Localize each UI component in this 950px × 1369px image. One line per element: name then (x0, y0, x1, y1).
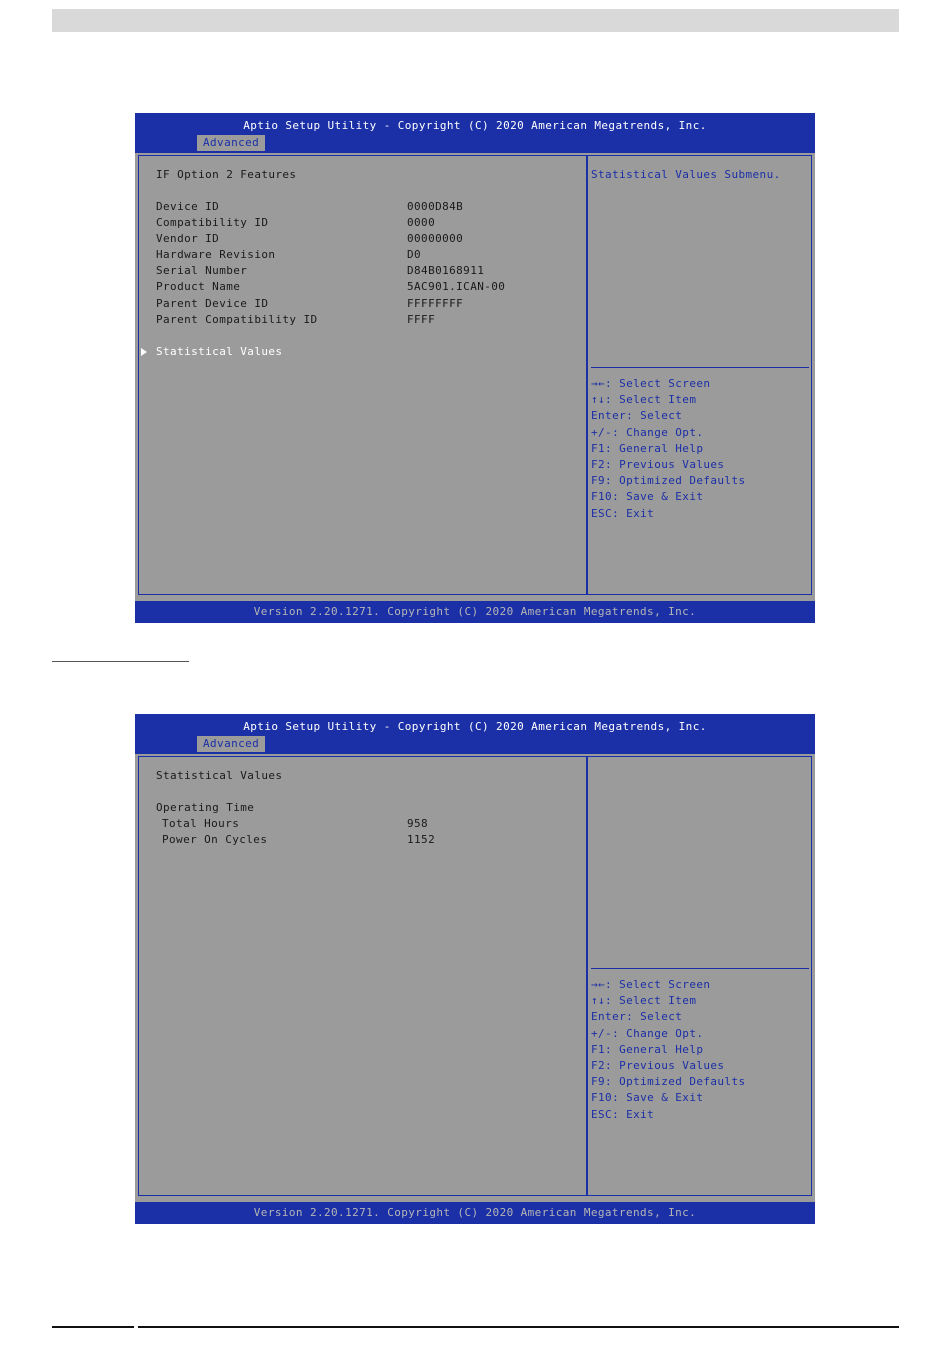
help-key-previous-values: F2: Previous Values (591, 1058, 725, 1072)
help-divider (591, 968, 809, 969)
field-value-compatibility-id: 0000 (407, 216, 436, 229)
bios-title-bar (135, 113, 815, 153)
help-panel (587, 155, 812, 595)
group-operating-time: Operating Time (156, 801, 255, 814)
field-value-power-on-cycles: 1152 (407, 833, 436, 846)
page-heading: IF Option 2 Features (156, 168, 297, 181)
field-label-device-id: Device ID (156, 200, 220, 213)
field-label-parent-compatibility-id: Parent Compatibility ID (156, 313, 318, 326)
field-label-hardware-revision: Hardware Revision (156, 248, 276, 261)
help-text: Statistical Values Submenu. (591, 168, 781, 181)
field-value-parent-compatibility-id: FFFF (407, 313, 436, 326)
bios-title-bar (135, 714, 815, 754)
bios-screen-statistical-values (135, 714, 815, 1224)
footer-rule-right (138, 1326, 899, 1328)
page-heading: Statistical Values (156, 769, 283, 782)
bios-version-bar: Version 2.20.1271. Copyright (C) 2020 American Megatrends, Inc. (135, 601, 815, 623)
field-label-total-hours: Total Hours (162, 817, 240, 830)
help-key-save-exit: F10: Save & Exit (591, 1091, 704, 1105)
field-label-serial-number: Serial Number (156, 264, 248, 277)
field-label-parent-device-id: Parent Device ID (156, 297, 269, 310)
bios-title: Aptio Setup Utility - Copyright (C) 2020 American Megatrends, Inc. (243, 119, 707, 132)
help-key-change-opt: +/-: Change Opt. (591, 425, 704, 439)
help-key-general-help: F1: General Help (591, 441, 704, 455)
field-label-vendor-id: Vendor ID (156, 232, 220, 245)
help-key-esc-exit: ESC: Exit (591, 506, 655, 520)
bios-title: Aptio Setup Utility - Copyright (C) 2020 American Megatrends, Inc. (243, 720, 707, 733)
help-key-esc-exit: ESC: Exit (591, 1107, 655, 1121)
help-key-enter: Enter: Select (591, 409, 683, 423)
field-label-power-on-cycles: Power On Cycles (162, 833, 268, 846)
help-key-change-opt: +/-: Change Opt. (591, 1026, 704, 1040)
help-key-save-exit: F10: Save & Exit (591, 490, 704, 504)
field-value-serial-number: D84B0168911 (407, 264, 485, 277)
help-keys (591, 377, 746, 523)
field-value-product-name: 5AC901.ICAN-00 (407, 280, 506, 293)
help-key-optimized-defaults: F9: Optimized Defaults (591, 474, 746, 488)
bios-version-bar: Version 2.20.1271. Copyright (C) 2020 American Megatrends, Inc. (135, 1202, 815, 1224)
help-key-select-item: ↑↓: Select Item (591, 994, 697, 1008)
help-key-select-screen: →←: Select Screen (591, 377, 711, 390)
bios-screen-if-option-2 (135, 113, 815, 623)
help-key-previous-values: F2: Previous Values (591, 457, 725, 471)
help-divider (591, 367, 809, 368)
field-value-device-id: 0000D84B (407, 200, 464, 213)
help-panel (587, 756, 812, 1196)
tab-advanced[interactable]: Advanced (197, 736, 265, 752)
field-value-vendor-id: 00000000 (407, 232, 464, 245)
help-key-general-help: F1: General Help (591, 1042, 704, 1056)
help-keys (591, 978, 746, 1124)
submenu-arrow-icon (141, 348, 147, 356)
tab-advanced[interactable]: Advanced (197, 135, 265, 151)
help-key-select-item: ↑↓: Select Item (591, 393, 697, 407)
submenu-statistical-values[interactable]: Statistical Values (156, 345, 283, 358)
field-value-total-hours: 958 (407, 817, 429, 830)
help-key-enter: Enter: Select (591, 1010, 683, 1024)
field-label-compatibility-id: Compatibility ID (156, 216, 269, 229)
field-value-parent-device-id: FFFFFFFF (407, 297, 464, 310)
field-value-hardware-revision: D0 (407, 248, 422, 261)
section-rule (52, 661, 189, 662)
field-label-product-name: Product Name (156, 280, 241, 293)
help-key-optimized-defaults: F9: Optimized Defaults (591, 1075, 746, 1089)
page-header-bar (52, 9, 899, 32)
footer-rule-left (52, 1326, 134, 1328)
help-key-select-screen: →←: Select Screen (591, 978, 711, 991)
